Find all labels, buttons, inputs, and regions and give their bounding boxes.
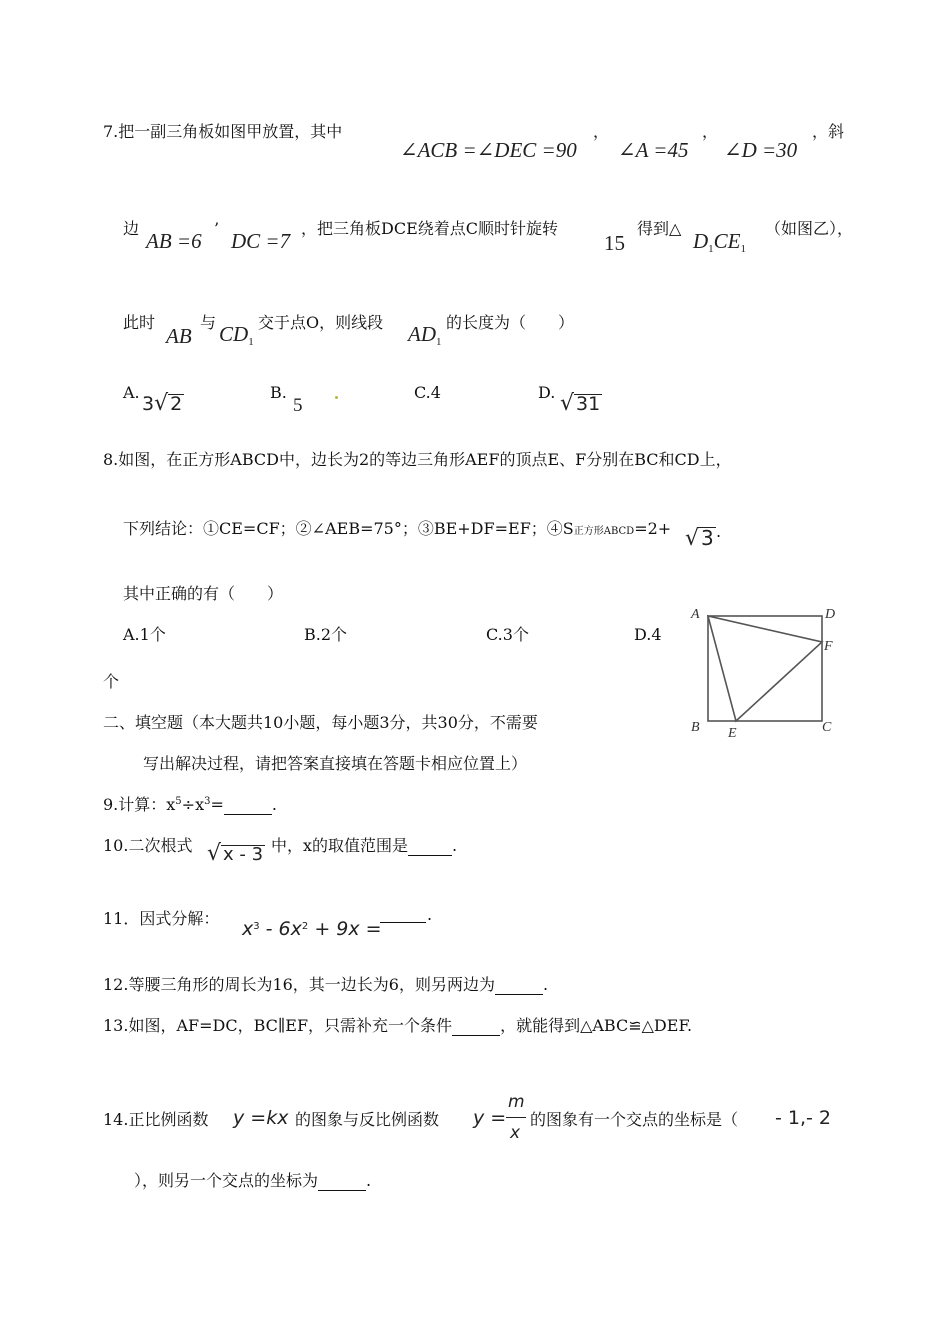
q11-e2: 2	[301, 921, 309, 932]
q12-body: 12.等腰三角形的周长为16，其一边长为6，则另两边为	[103, 975, 495, 994]
q10-radicand: x - 3	[223, 844, 264, 865]
q9-exp1: 5	[175, 796, 182, 807]
q10-prefix: 10.二次根式	[103, 836, 193, 855]
q11-e1: 3	[253, 921, 260, 932]
q7-d1ce1-sub2: 1	[740, 243, 747, 255]
q14-mid: 的图象与反比例函数	[295, 1110, 440, 1129]
q10-end: .	[452, 836, 458, 855]
q10-radical	[207, 843, 265, 865]
q7-option-b-label: B.	[270, 383, 287, 402]
q9-prefix: 9.计算：x	[103, 795, 176, 814]
q8-line3: 其中正确的有（ ）	[123, 584, 284, 603]
q7-comma1: ，	[593, 122, 610, 141]
q7-ad1-text: AD	[408, 322, 436, 346]
q7-line1-suffix: ，斜	[812, 122, 845, 141]
q7-option-a-radicand: 2	[170, 393, 183, 415]
q7-angle-d: ∠D =30	[724, 138, 798, 162]
q11-answer-blank[interactable]	[380, 906, 426, 923]
q13-answer-blank[interactable]	[452, 1016, 500, 1036]
q14-line2	[134, 1171, 371, 1191]
q8-option-d-wrap: 个	[103, 672, 120, 691]
q7-d1ce1-d: D	[693, 229, 709, 253]
q7-option-d-value	[560, 393, 602, 415]
q14-answer-blank[interactable]	[318, 1171, 366, 1191]
square-abcd-figure	[688, 598, 848, 743]
q9-suffix: =	[210, 795, 224, 814]
q7-comma3: ’	[214, 219, 220, 238]
square-abcd	[708, 616, 822, 721]
q7-option-a-coef: 3	[142, 393, 155, 415]
q13-prefix: 13.如图，AF=DC，BC∥EF，只需补充一个条件	[103, 1016, 453, 1035]
q7-angle-a: ∠A =45	[618, 138, 689, 162]
q14-fraction-bar	[506, 1117, 526, 1118]
q14-line2-text: ），则另一个交点的坐标为	[134, 1171, 319, 1190]
q11-expr-c: + 9x =	[308, 918, 382, 940]
q7-d1ce1-ce: CE	[713, 229, 741, 253]
label-f: F	[824, 639, 833, 654]
q8-line2-end: =2+	[634, 519, 672, 538]
q8-sqrt3	[685, 527, 716, 550]
q14-f1: y =kx	[233, 1107, 289, 1129]
q8-option-c: C.3个	[486, 625, 529, 644]
q14-f2-den: x	[510, 1123, 521, 1143]
q14-end: .	[366, 1171, 372, 1190]
stray-dot	[335, 396, 338, 399]
q14-point: - 1,- 2	[775, 1107, 832, 1129]
q14-f2-y: y =	[473, 1107, 507, 1129]
q9-answer-blank[interactable]	[224, 795, 272, 815]
q8-period: .	[716, 522, 722, 541]
q11-expr	[242, 920, 382, 939]
q9-end: .	[271, 795, 277, 814]
q7-ab: AB	[166, 324, 192, 348]
triangle-aef	[708, 616, 822, 721]
q12-text	[103, 975, 548, 995]
q7-angle-acb: ∠ACB =∠DEC =90	[400, 138, 577, 162]
q14-after: 的图象有一个交点的坐标是（	[530, 1110, 739, 1129]
q8-sqrt3-radicand: 3	[701, 526, 714, 550]
q7-option-a-value	[142, 393, 184, 415]
q12-end: .	[543, 975, 549, 994]
q8-line2	[123, 519, 671, 538]
q8-option-b: B.2个	[304, 625, 348, 644]
q7-option-b-value: 5	[293, 395, 303, 416]
section2-line2: 写出解决过程，请把答案直接填在答题卡相应位置上）	[143, 754, 528, 773]
q7-ab6: AB =6	[146, 229, 202, 253]
q14-f2-num: m	[508, 1092, 525, 1112]
q7-line2-a: 边	[123, 219, 140, 238]
q9-text	[103, 795, 277, 815]
q14-prefix: 14.正比例函数	[103, 1110, 209, 1129]
q7-option-d-label: D.	[538, 383, 556, 402]
label-e: E	[728, 726, 737, 741]
q8-option-d: D.4	[634, 625, 662, 644]
q8-line1: 8.如图，在正方形ABCD中，边长为2的等边三角形AEF的顶点E、F分别在BC和CD上，	[103, 450, 732, 469]
q7-ad1-sub: 1	[436, 336, 442, 348]
q7-option-d-radicand: 31	[576, 393, 601, 415]
q7-dc7: DC =7	[231, 229, 291, 253]
q7-cd1	[219, 324, 254, 348]
section2-line1: 二、填空题（本大题共10小题，每小题3分，共30分，不需要	[103, 713, 538, 732]
q7-line3-a: 此时	[123, 313, 156, 332]
q10-text	[271, 836, 457, 856]
q8-option-a: A.1个	[123, 625, 166, 644]
q7-line3-c: 交于点O，则线段	[258, 313, 384, 332]
q7-line3-b: 与	[200, 313, 217, 332]
q7-cd1-text: CD	[219, 322, 249, 346]
radical-icon: √	[560, 391, 575, 416]
q9-mid: ÷x	[181, 795, 205, 814]
label-a: A	[691, 607, 700, 622]
q11-expr-b: - 6x	[259, 918, 302, 940]
q13-text	[103, 1016, 692, 1036]
q7-ad1	[408, 324, 442, 348]
q7-d1ce1-sub1: 1	[708, 243, 714, 255]
q10-answer-blank[interactable]	[408, 836, 452, 856]
q7-d1ce1	[693, 231, 746, 255]
q8-line2-text: 下列结论：①CE=CF；②∠AEB=75°；③BE+DF=EF；④S	[123, 519, 574, 538]
label-b: B	[691, 720, 700, 735]
radical-icon: √	[685, 526, 700, 551]
radical-icon: √	[207, 841, 222, 866]
q10-suffix: 中，x的取值范围是	[271, 836, 409, 855]
q7-cd1-sub: 1	[248, 336, 254, 348]
q9-exp2: 3	[204, 796, 211, 807]
q11-prefix: 11．因式分解：	[103, 909, 220, 928]
q7-comma2: ，	[702, 122, 719, 141]
q11-end: .	[427, 905, 433, 924]
radical-icon: √	[154, 391, 169, 416]
q11-expr-a: x	[242, 918, 254, 940]
q7-line3-d: 的长度为（ ）	[446, 313, 575, 332]
label-c: C	[822, 720, 832, 735]
q7-deg15: 15	[604, 231, 625, 255]
q7-line2-c: 得到△	[637, 219, 682, 238]
q8-line2-sub: 正方形ABCD	[573, 526, 635, 537]
q7-line2-b: ，把三角板DCE绕着点C顺时针旋转	[301, 219, 558, 238]
q7-option-a-label: A.	[123, 383, 140, 402]
q12-answer-blank[interactable]	[495, 975, 543, 995]
q7-line1-prefix: 7.把一副三角板如图甲放置，其中	[103, 122, 343, 141]
q7-line2-d: （如图乙），	[765, 219, 854, 238]
q7-option-c: C.4	[414, 383, 441, 402]
label-d: D	[825, 607, 836, 622]
q13-suffix: ，就能得到△ABC≌△DEF.	[500, 1016, 693, 1035]
